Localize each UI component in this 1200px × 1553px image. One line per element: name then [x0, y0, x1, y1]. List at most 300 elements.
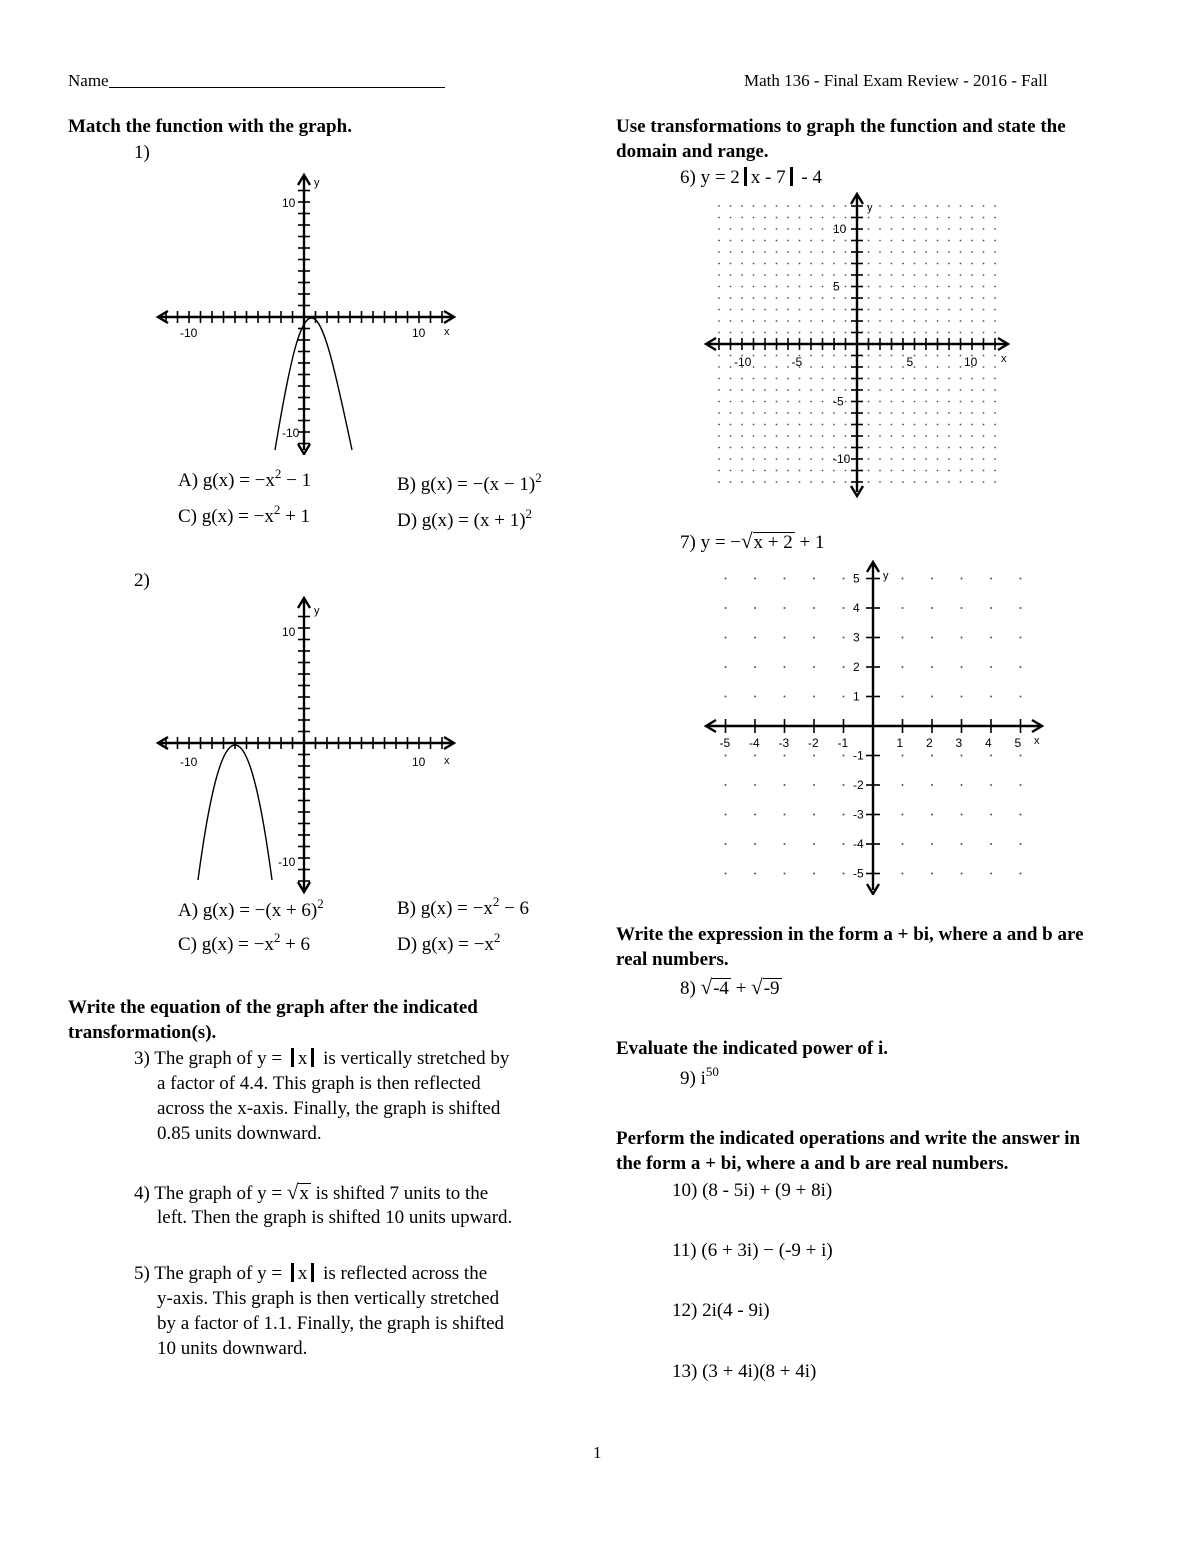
axes — [706, 194, 1008, 496]
grid-dot — [937, 251, 939, 253]
grid-dot — [764, 286, 766, 288]
y-tick-label: -5 — [833, 394, 844, 409]
grid-dot — [833, 217, 835, 219]
y-tick-label: -3 — [853, 807, 864, 822]
grid-dot — [879, 217, 881, 219]
x-axis-label: x — [1001, 353, 1007, 365]
grid-dot — [833, 355, 835, 357]
y-tick-label: -10 — [833, 452, 851, 466]
exam-title: Math 136 - Final Exam Review - 2016 - Fall — [744, 71, 1048, 90]
grid-dot — [879, 355, 881, 357]
section-heading-complex-1: Write the expression in the form a + bi, where a and b are — [616, 924, 1084, 945]
q1-option-c[interactable]: C) $g(x) = -x^2 + 1$ — [178, 502, 311, 527]
grid-dot — [902, 637, 904, 639]
grid-dot — [764, 263, 766, 265]
grid-dot — [776, 401, 778, 403]
grid-dot — [730, 263, 732, 265]
grid-dot — [833, 263, 835, 265]
grid-dot — [753, 251, 755, 253]
grid-dot — [994, 263, 996, 265]
x-tick-label: -5 — [719, 736, 731, 750]
grid-dot — [845, 424, 847, 426]
grid-dot — [730, 378, 732, 380]
grid-dot — [902, 401, 904, 403]
grid-dot — [833, 470, 835, 472]
grid-dot — [787, 435, 789, 437]
grid-dot — [787, 447, 789, 449]
grid-dot — [833, 481, 835, 483]
grid-dot — [902, 696, 904, 698]
grid-dot — [810, 378, 812, 380]
grid-dot — [931, 666, 933, 668]
x-tick-label-pos: 10 — [412, 755, 426, 769]
grid-dot — [948, 228, 950, 230]
grid-dot — [948, 366, 950, 368]
grid-dot — [730, 217, 732, 219]
grid-dot — [833, 424, 835, 426]
grid-dot — [961, 607, 963, 609]
grid-dot — [891, 228, 893, 230]
grid-dot — [961, 578, 963, 580]
grid-dot — [776, 366, 778, 368]
grid-dot — [891, 366, 893, 368]
grid-dot — [914, 286, 916, 288]
grid-dot — [730, 320, 732, 322]
grid-dot — [741, 297, 743, 299]
q1-option-a[interactable]: A) $g(x) = -x^2 - 1$ — [178, 466, 312, 491]
grid-dot — [948, 240, 950, 242]
grid-dot — [810, 412, 812, 414]
grid-dot — [718, 320, 720, 322]
grid-dot — [764, 355, 766, 357]
grid-dot — [833, 240, 835, 242]
y-tick-label: 5 — [853, 571, 860, 586]
grid-dot — [799, 263, 801, 265]
grid-dot — [776, 240, 778, 242]
grid-dot — [753, 217, 755, 219]
grid-dot — [845, 320, 847, 322]
grid-dot — [776, 205, 778, 207]
grid-dot — [902, 424, 904, 426]
grid-dot — [990, 637, 992, 639]
grid-dot — [822, 424, 824, 426]
grid-dot — [971, 263, 973, 265]
grid-dot — [799, 205, 801, 207]
grid-dot — [776, 320, 778, 322]
grid-dot — [845, 309, 847, 311]
grid-dot — [879, 435, 881, 437]
grid-dot — [718, 378, 720, 380]
grid-dot — [754, 843, 756, 845]
grid-dot — [983, 470, 985, 472]
grid-dot — [971, 447, 973, 449]
grid-dot — [787, 470, 789, 472]
section-heading-graph-2: domain and range. — [616, 141, 769, 162]
grid-dot — [1020, 755, 1022, 757]
question-5-line-4: 10 units downward. — [157, 1338, 308, 1359]
grid-dot — [764, 458, 766, 460]
grid-dot — [753, 447, 755, 449]
grid-dot — [725, 814, 727, 816]
grid-dot — [741, 389, 743, 391]
grid-dot — [868, 355, 870, 357]
grid-dot — [776, 447, 778, 449]
grid-dot — [971, 240, 973, 242]
grid-dot — [914, 263, 916, 265]
grid-dot — [925, 389, 927, 391]
grid-dot — [764, 389, 766, 391]
grid-dot — [879, 458, 881, 460]
x-tick-label: -1 — [837, 736, 849, 750]
grid-dot — [925, 320, 927, 322]
grid-dot — [914, 274, 916, 276]
grid-dot — [879, 447, 881, 449]
grid-dot — [983, 389, 985, 391]
grid-dot — [960, 251, 962, 253]
grid-dot — [810, 470, 812, 472]
grid-dot — [741, 481, 743, 483]
grid-dot — [971, 251, 973, 253]
grid-dot — [937, 309, 939, 311]
question-7-grid[interactable] — [700, 560, 1050, 895]
grid-dot — [902, 205, 904, 207]
y-axis-label: y — [314, 605, 320, 617]
question-12: 12) 2i(4 - 9i) — [672, 1300, 770, 1321]
x-tick-label: 4 — [985, 736, 992, 750]
question-3-line-4: 0.85 units downward. — [157, 1123, 322, 1144]
grid-dot — [948, 297, 950, 299]
grid-dot — [925, 366, 927, 368]
grid-dot — [810, 251, 812, 253]
grid-dot — [753, 286, 755, 288]
grid-dot — [787, 240, 789, 242]
grid-dot — [741, 435, 743, 437]
grid-dot — [741, 424, 743, 426]
grid-dot — [730, 424, 732, 426]
grid-dot — [868, 378, 870, 380]
grid-dot — [822, 320, 824, 322]
grid-dot — [931, 814, 933, 816]
grid-dot — [868, 228, 870, 230]
grid-dot — [845, 286, 847, 288]
question-5-line-1: 5) The graph of y = x is reflected across the — [134, 1263, 488, 1284]
grid-dot — [730, 401, 732, 403]
grid-dot — [799, 458, 801, 460]
grid-dot — [730, 251, 732, 253]
grid-dot — [718, 332, 720, 334]
grid-dot — [925, 470, 927, 472]
q1-option-d[interactable]: D) $g(x) = (x + 1)^2$ — [397, 506, 533, 531]
grid-dot — [891, 481, 893, 483]
grid-dot — [787, 389, 789, 391]
grid-dot — [822, 470, 824, 472]
grid-dot — [845, 251, 847, 253]
grid-dot — [741, 286, 743, 288]
grid-dot — [787, 378, 789, 380]
grid-dot — [868, 240, 870, 242]
grid-dot — [868, 412, 870, 414]
grid-dot — [961, 666, 963, 668]
grid-dot — [983, 297, 985, 299]
grid-dot — [902, 366, 904, 368]
name-label: Name — [68, 71, 109, 90]
grid-dot — [753, 378, 755, 380]
grid-dot — [960, 228, 962, 230]
y-tick-label: 10 — [833, 222, 847, 236]
grid-dot — [741, 205, 743, 207]
grid-dot — [960, 240, 962, 242]
grid-dot — [718, 389, 720, 391]
grid-dot — [902, 332, 904, 334]
grid-dot — [718, 297, 720, 299]
grid-dot — [983, 228, 985, 230]
grid-dot — [764, 481, 766, 483]
grid-dot — [764, 205, 766, 207]
grid-dot — [787, 320, 789, 322]
grid-dot — [983, 205, 985, 207]
grid-dot — [784, 843, 786, 845]
q2-option-b[interactable]: B) $g(x) = -x^2 - 6$ — [397, 894, 530, 919]
section-heading-power: Evaluate the indicated power of i. — [616, 1038, 888, 1059]
grid-dot — [741, 251, 743, 253]
grid-dot — [937, 481, 939, 483]
question-8-expression: 8) √-4 + √-9 — [680, 975, 780, 999]
grid-dot — [902, 297, 904, 299]
grid-dot — [787, 217, 789, 219]
grid-dot — [718, 458, 720, 460]
grid-dot — [960, 447, 962, 449]
question-9-expression: 9) $i^{50}$ — [680, 1064, 719, 1089]
grid-dot — [961, 843, 963, 845]
grid-dot — [784, 578, 786, 580]
q2-option-a[interactable]: A) $g(x) = -(x + 6)^2$ — [178, 896, 324, 921]
grid-dot — [891, 470, 893, 472]
grid-dot — [764, 297, 766, 299]
grid-dot — [845, 470, 847, 472]
grid-dot — [741, 320, 743, 322]
grid-dot — [799, 481, 801, 483]
grid-dot — [764, 309, 766, 311]
grid-dot — [990, 843, 992, 845]
grid-dot — [753, 458, 755, 460]
section-heading-operations-2: the form a + bi, where a and b are real numbers. — [616, 1153, 1009, 1174]
grid-dot — [879, 274, 881, 276]
grid-dot — [753, 320, 755, 322]
grid-dot — [879, 412, 881, 414]
grid-dot — [971, 286, 973, 288]
grid-dot — [718, 481, 720, 483]
grid-dot — [971, 274, 973, 276]
question-11: 11) (6 + 3i) − (-9 + i) — [672, 1240, 833, 1261]
y-axis-label: y — [867, 202, 873, 214]
grid-dot — [753, 481, 755, 483]
grid-dot — [833, 435, 835, 437]
grid-dot — [787, 366, 789, 368]
grid-dot — [1020, 607, 1022, 609]
grid-dot — [784, 696, 786, 698]
grid-dot — [741, 447, 743, 449]
grid-dot — [787, 205, 789, 207]
name-blank-line[interactable] — [109, 71, 445, 88]
grid-dot — [843, 637, 845, 639]
grid-dot — [914, 251, 916, 253]
grid-dot — [787, 297, 789, 299]
section-heading-transform-1: Write the equation of the graph after the indicated — [68, 997, 478, 1018]
grid-dot — [810, 401, 812, 403]
grid-dot — [784, 873, 786, 875]
question-3-line-3: across the x-axis. Finally, the graph is shifted — [157, 1098, 501, 1119]
grid-dot — [990, 578, 992, 580]
grid-dot — [961, 696, 963, 698]
grid-dot — [741, 332, 743, 334]
grid-dot — [799, 470, 801, 472]
grid-dot — [983, 332, 985, 334]
grid-dot — [902, 378, 904, 380]
grid-dot — [990, 873, 992, 875]
grid-dot — [960, 309, 962, 311]
grid-dot — [764, 366, 766, 368]
grid-dot — [810, 205, 812, 207]
grid-dot — [833, 332, 835, 334]
grid-dot — [983, 458, 985, 460]
grid-dot — [753, 240, 755, 242]
grid-dot — [925, 297, 927, 299]
grid-dot — [810, 424, 812, 426]
grid-dot — [787, 251, 789, 253]
grid-dot — [891, 309, 893, 311]
grid-dot — [725, 843, 727, 845]
grid-dot — [833, 378, 835, 380]
grid-dot — [925, 263, 927, 265]
grid-dot — [718, 424, 720, 426]
grid-dot — [902, 309, 904, 311]
grid-dot — [787, 355, 789, 357]
y-tick-label: 1 — [853, 689, 860, 704]
grid-dot — [948, 355, 950, 357]
grid-dot — [925, 481, 927, 483]
grid-dot — [925, 424, 927, 426]
section-heading-graph-1: Use transformations to graph the function and state the — [616, 116, 1066, 137]
grid-dot — [822, 412, 824, 414]
grid-dot — [902, 412, 904, 414]
grid-dot — [879, 424, 881, 426]
grid-dot — [990, 784, 992, 786]
grid-dot — [776, 378, 778, 380]
grid-dot — [810, 217, 812, 219]
grid-dot — [902, 666, 904, 668]
grid-dot — [822, 447, 824, 449]
grid-dot — [925, 355, 927, 357]
grid-dot — [784, 637, 786, 639]
grid-dot — [914, 332, 916, 334]
grid-dot — [937, 297, 939, 299]
y-tick-label: 5 — [833, 279, 840, 294]
q2-option-d[interactable]: D) $g(x) = -x^2$ — [397, 930, 501, 955]
grid-dot — [914, 424, 916, 426]
y-tick-label: 2 — [853, 660, 860, 674]
grid-dot — [879, 228, 881, 230]
grid-dot — [983, 240, 985, 242]
grid-dot — [960, 332, 962, 334]
grid-dot — [902, 755, 904, 757]
grid-dot — [799, 320, 801, 322]
grid-dot — [971, 205, 973, 207]
grid-dot — [960, 263, 962, 265]
grid-dot — [741, 240, 743, 242]
y-tick-label: 3 — [853, 630, 860, 645]
grid-dot — [776, 389, 778, 391]
grid-dot — [822, 297, 824, 299]
grid-dot — [960, 470, 962, 472]
grid-dot — [891, 355, 893, 357]
grid-dot — [833, 251, 835, 253]
grid-dot — [925, 240, 927, 242]
grid-dot — [960, 424, 962, 426]
grid-dot — [776, 228, 778, 230]
grid-dot — [948, 332, 950, 334]
q2-option-c[interactable]: C) $g(x) = -x^2 + 6$ — [178, 930, 311, 955]
grid-dot — [879, 401, 881, 403]
grid-dot — [891, 240, 893, 242]
grid-dot — [914, 481, 916, 483]
grid-dot — [730, 389, 732, 391]
grid-dot — [845, 240, 847, 242]
grid-dot — [764, 424, 766, 426]
grid-dot — [822, 458, 824, 460]
grid-dot — [902, 481, 904, 483]
grid-dot — [931, 784, 933, 786]
grid-dot — [868, 297, 870, 299]
grid-dot — [822, 366, 824, 368]
grid-dot — [754, 637, 756, 639]
grid-dot — [725, 607, 727, 609]
grid-dot — [971, 435, 973, 437]
grid-dot — [813, 666, 815, 668]
grid-dot — [914, 205, 916, 207]
question-6-grid[interactable] — [700, 190, 1020, 500]
grid-dot — [776, 458, 778, 460]
grid-dot — [784, 814, 786, 816]
grid-dot — [764, 320, 766, 322]
question-5-line-2: y-axis. This graph is then vertically stretched — [157, 1288, 500, 1309]
grid-dot — [983, 401, 985, 403]
grid-dot — [799, 424, 801, 426]
grid-dot — [868, 470, 870, 472]
grid-dot — [845, 355, 847, 357]
grid-dot — [971, 320, 973, 322]
grid-dot — [718, 263, 720, 265]
grid-dot — [784, 607, 786, 609]
question-13: 13) (3 + 4i)(8 + 4i) — [672, 1361, 817, 1382]
grid-dot — [925, 228, 927, 230]
grid-dot — [868, 263, 870, 265]
grid-dot — [822, 263, 824, 265]
grid-dot — [925, 251, 927, 253]
q1-option-b[interactable]: B) $g(x) = -(x - 1)^2$ — [397, 470, 542, 495]
grid-dot — [960, 297, 962, 299]
grid-dot — [843, 578, 845, 580]
grid-dot — [741, 458, 743, 460]
grid-dot — [741, 263, 743, 265]
grid-dot — [868, 217, 870, 219]
grid-dot — [868, 424, 870, 426]
grid-dot — [833, 309, 835, 311]
grid-dot — [799, 435, 801, 437]
grid-dot — [902, 389, 904, 391]
x-axis-label: x — [444, 326, 450, 338]
grid-dot — [725, 755, 727, 757]
grid-dot — [741, 412, 743, 414]
